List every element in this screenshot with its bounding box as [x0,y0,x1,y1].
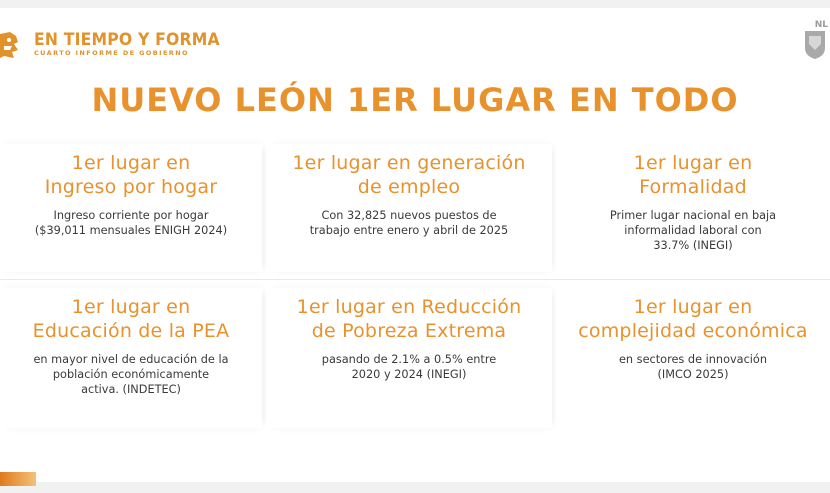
card-body-line: 33.7% (INEGI) [653,239,733,252]
card-complexity [556,288,830,428]
card-body-line: Ingreso corriente por hogar [53,209,209,222]
brand-title: EN TIEMPO Y FORMA [34,30,220,50]
card-body [266,208,552,238]
card-body [556,352,830,382]
card-body [556,208,830,253]
card-body-line: 2020 y 2024 (INEGI) [351,368,467,381]
card-body-line: informalidad laboral con [624,224,762,237]
card-title-line: de Pobreza Extrema [311,320,507,342]
presentation-slide [0,8,830,482]
card-title-line: 1er lugar en generación [292,152,526,174]
brand-lockup [34,31,236,58]
card-body-line: pasando de 2.1% a 0.5% entre [321,353,497,366]
card-title-line: 1er lugar en [71,152,191,174]
card-title-line: Ingreso por hogar [44,176,218,198]
state-shield-icon [804,30,826,60]
row-divider [0,279,830,280]
card-title-line: de empleo [357,176,461,198]
card-body-line: activa. (INDETEC) [81,383,181,396]
card-formality [556,144,830,272]
card-title-line: 1er lugar en [633,296,753,318]
card-body-line: Primer lugar nacional en baja [609,209,777,222]
card-education [0,288,262,428]
card-title-line: 1er lugar en [71,296,191,318]
lion-emblem-icon [0,28,20,60]
card-body-line: en sectores de innovación [618,353,768,366]
card-body [0,208,262,238]
card-body-line: ($39,011 mensuales ENIGH 2024) [34,224,228,237]
card-employment [266,144,552,272]
corner-tag: NL [814,20,828,30]
card-title-line: 1er lugar en Reducción [296,296,522,318]
card-title-line: complejidad económica [578,320,808,342]
brand-subtitle: CUARTO INFORME DE GOBIERNO [34,49,189,57]
card-body-line: trabajo entre enero y abril de 2025 [309,224,509,237]
card-title-line: Educación de la PEA [32,320,230,342]
footer-accent-bar [0,472,36,486]
card-body [266,352,552,382]
card-body [0,352,262,397]
card-body-line: en mayor nivel de educación de la [33,353,229,366]
card-body-line: población económicamente [52,368,210,381]
card-body-line: (IMCO 2025) [657,368,729,381]
card-body-line: Con 32,825 nuevos puestos de [321,209,497,222]
card-poverty [266,288,552,428]
card-income [0,144,262,272]
page-title: NUEVO LEÓN 1ER LUGAR EN TODO [91,81,739,119]
card-title-line: 1er lugar en [633,152,753,174]
card-title-line: Formalidad [639,176,747,198]
